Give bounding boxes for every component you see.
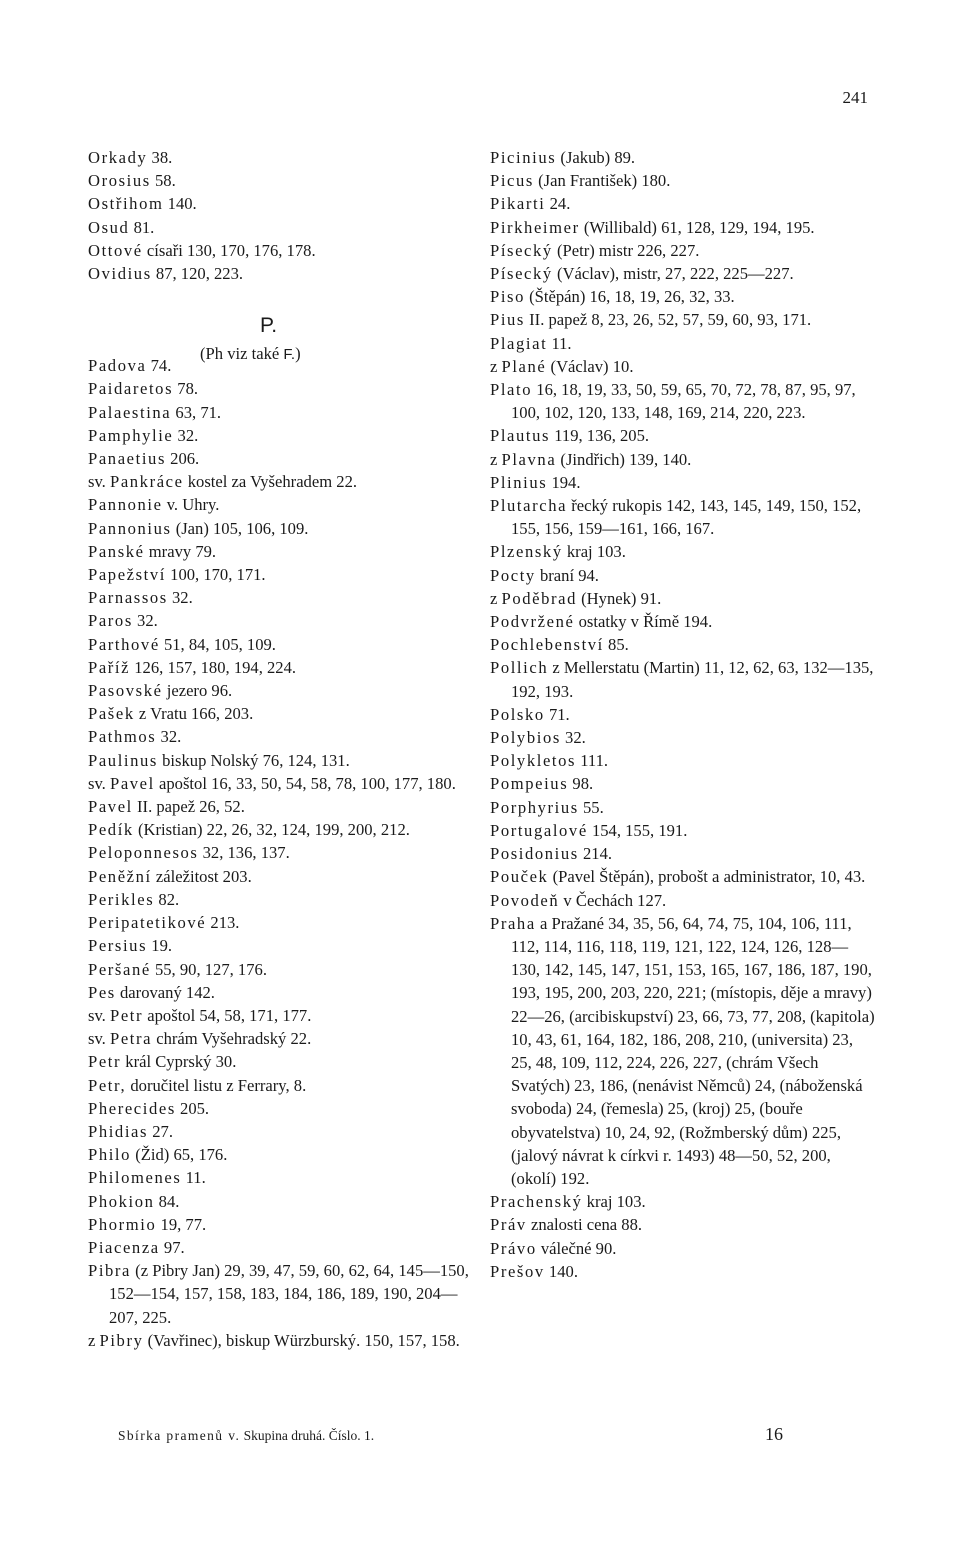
entry-headword: Petr,	[88, 1075, 127, 1095]
entry-headword: Piacenza	[88, 1237, 160, 1257]
index-entry	[490, 633, 875, 656]
entry-references: 78.	[173, 379, 199, 399]
entry-references: (Žid) 65, 176.	[131, 1145, 228, 1165]
entry-prefix: sv.	[88, 472, 110, 492]
entry-prefix: z	[490, 588, 502, 608]
index-entry	[490, 146, 875, 169]
entry-prefix: z	[88, 1330, 100, 1350]
index-entry	[88, 146, 473, 169]
entry-references: kostel za Vyšehradem 22.	[183, 472, 358, 492]
entry-references: 32, 136, 137.	[198, 843, 290, 863]
entry-references: 11.	[547, 333, 572, 353]
index-entry	[490, 865, 875, 888]
entry-headword: Orkady	[88, 148, 148, 167]
entry-references: 71.	[544, 704, 570, 724]
entry-references: z Vratu 166, 203.	[134, 704, 254, 724]
entry-headword: Plautus	[490, 426, 551, 446]
entry-headword: Ostřihom	[88, 194, 164, 214]
index-entry	[490, 587, 875, 610]
entry-references: biskup Nolský 76, 124, 131.	[157, 750, 350, 770]
right-column	[490, 146, 875, 1283]
entry-headword: Parthové	[88, 634, 160, 654]
entry-references: II. papež 26, 52.	[132, 797, 245, 817]
index-entry	[88, 1166, 473, 1189]
index-entry	[490, 239, 875, 262]
entry-references: (Willibald) 61, 128, 129, 194, 195.	[579, 217, 815, 237]
index-entry	[490, 610, 875, 633]
index-entry	[88, 888, 473, 911]
index-entry	[490, 796, 875, 819]
index-entry	[490, 540, 875, 563]
right-entries	[490, 146, 875, 1283]
entry-references: (Petr) mistr 226, 227.	[552, 240, 700, 260]
entry-headword: Poděbrad	[501, 588, 577, 608]
index-entry	[490, 772, 875, 795]
entry-references: 97.	[159, 1237, 185, 1257]
footer	[118, 1428, 374, 1444]
index-entry	[490, 564, 875, 587]
entry-headword: Pankráce	[109, 472, 184, 492]
index-entry	[88, 772, 473, 795]
index-entry	[88, 702, 473, 725]
entry-references: 58.	[150, 171, 176, 191]
entry-headword: Pavel	[109, 773, 155, 793]
entry-headword: Parnassos	[88, 588, 168, 608]
entry-references: 194.	[547, 472, 581, 492]
index-entry	[490, 378, 875, 424]
entry-headword: Praha	[490, 913, 536, 933]
entry-headword: Philomenes	[88, 1168, 182, 1188]
entry-headword: Ottové	[88, 240, 143, 260]
entry-references: apoštol 54, 58, 171, 177.	[143, 1005, 312, 1025]
entry-headword: Pavel	[88, 797, 133, 817]
entry-references: kraj 103.	[582, 1192, 646, 1212]
entry-references: král Cyprský 30.	[121, 1052, 237, 1072]
index-entry	[88, 679, 473, 702]
index-entry	[490, 656, 875, 702]
entry-references: kraj 103.	[562, 542, 626, 562]
index-entry	[88, 262, 473, 285]
entry-headword: Phormio	[88, 1214, 157, 1234]
index-entry	[88, 401, 473, 424]
entry-headword: Palaestina	[88, 402, 172, 422]
entry-references: braní 94.	[535, 565, 599, 585]
entry-headword: Pocty	[490, 565, 536, 585]
entry-headword: Pompeius	[490, 774, 569, 794]
entry-references: (Štěpán) 16, 18, 19, 26, 32, 33.	[525, 287, 735, 307]
entry-references: znalosti cena 88.	[526, 1215, 643, 1235]
entry-references: 213.	[206, 913, 240, 933]
section-header: P.	[260, 314, 278, 337]
entry-headword: Paříž	[88, 657, 131, 677]
index-entry	[88, 239, 473, 262]
section-note-suffix: )	[295, 344, 301, 363]
entry-references: 126, 157, 180, 194, 224.	[130, 657, 297, 677]
footer-signature: Sbírka pramenů v.	[118, 1428, 241, 1443]
index-entry	[88, 818, 473, 841]
entry-headword: Plinius	[490, 472, 548, 492]
entry-headword: Picinius	[490, 148, 557, 167]
entry-references: (Jakub) 89.	[556, 148, 636, 167]
entry-headword: Pibra	[88, 1261, 132, 1281]
index-entry	[88, 192, 473, 215]
entry-references: 55, 90, 127, 176.	[150, 959, 267, 979]
entry-references: 32.	[560, 728, 586, 748]
index-entry	[88, 447, 473, 470]
index-entry	[490, 726, 875, 749]
index-entry	[490, 169, 875, 192]
entry-headword: Perikles	[88, 889, 155, 909]
entry-references: v Čechách 127.	[559, 890, 667, 910]
index-entry	[88, 1004, 473, 1027]
entry-headword: Plzenský	[490, 542, 563, 562]
entry-references: 214.	[578, 844, 613, 864]
index-entry	[88, 1259, 473, 1329]
entry-headword: Pirkheimer	[490, 217, 580, 237]
entry-headword: Prešov	[490, 1261, 545, 1281]
index-entry	[88, 841, 473, 864]
index-entry	[88, 540, 473, 563]
entry-headword: Padova	[88, 356, 147, 376]
index-entry	[88, 1074, 473, 1097]
entry-references: 32.	[167, 588, 193, 608]
index-entry	[88, 609, 473, 632]
entry-references: v. Uhry.	[162, 495, 220, 515]
section-note-prefix: (Ph viz také	[200, 344, 284, 363]
entry-headword: Polsko	[490, 704, 545, 724]
index-entry	[88, 1329, 473, 1352]
entry-references: 84.	[154, 1191, 180, 1211]
entry-prefix: z	[490, 449, 502, 469]
entry-headword: Pašek	[88, 704, 135, 724]
entry-headword: Pamphylie	[88, 425, 174, 445]
entry-headword: Panaetius	[88, 449, 166, 469]
entry-references: ostatky v Římě 194.	[574, 612, 713, 632]
index-entry	[490, 308, 875, 331]
index-entry	[88, 424, 473, 447]
index-entry	[490, 262, 875, 285]
entry-references: 81.	[129, 217, 155, 237]
entry-references: 55.	[578, 797, 604, 817]
entry-headword: Pikarti	[490, 194, 546, 214]
footer-text: Skupina druhá. Číslo. 1.	[240, 1428, 375, 1443]
entry-headword: Prachenský	[490, 1192, 583, 1212]
entry-references: 100, 170, 171.	[166, 565, 266, 585]
entry-headword: Plato	[490, 380, 533, 400]
entry-references: mravy 79.	[144, 541, 217, 561]
entry-headword: Pochlebenství	[490, 635, 604, 655]
sheet-number: 16	[765, 1424, 783, 1444]
entry-headword: Paulinus	[88, 750, 158, 770]
entry-headword: Polybios	[490, 728, 561, 748]
entry-headword: Phokion	[88, 1191, 155, 1211]
entry-references: darovaný 142.	[115, 982, 215, 1002]
index-entry	[490, 494, 875, 540]
entry-references: 85.	[603, 635, 629, 655]
index-entry	[490, 1190, 875, 1213]
entry-headword: Plané	[501, 356, 547, 376]
index-entry	[490, 216, 875, 239]
entry-headword: Pathmos	[88, 727, 157, 747]
index-entry	[88, 934, 473, 957]
index-entry	[490, 424, 875, 447]
index-entry	[88, 377, 473, 400]
entry-headword: Panské	[88, 541, 145, 561]
entry-references: 19.	[147, 936, 173, 956]
entry-references: válečné 90.	[536, 1238, 617, 1258]
entry-headword: Piso	[490, 287, 525, 307]
entry-references: (Vavřinec), biskup Würzburský. 150, 157, 158.	[143, 1330, 460, 1350]
entry-references: 16, 18, 19, 33, 50, 59, 65, 70, 72, 78, 87, 95, 97, 100, 102, 120, 133, 148, 169, 214, 220, 223.	[511, 380, 856, 423]
index-entry	[490, 355, 875, 378]
index-entry	[88, 1213, 473, 1236]
entry-references: (Jan) 105, 106, 109.	[171, 518, 309, 538]
entry-prefix: z	[490, 356, 502, 376]
entry-references: 32.	[156, 727, 182, 747]
entry-references: 11.	[181, 1168, 206, 1188]
entry-references: jezero 96.	[162, 681, 233, 701]
entry-references: (Kristian) 22, 26, 32, 124, 199, 200, 212.	[133, 820, 410, 840]
entry-headword: Peněžní	[88, 866, 152, 886]
entry-headword: Písecký	[490, 240, 553, 260]
entry-prefix: sv.	[88, 1005, 110, 1025]
entry-references: 74.	[146, 356, 172, 376]
entry-references: císaři 130, 170, 176, 178.	[142, 240, 316, 260]
entry-references: (Václav) 10.	[546, 356, 634, 376]
entry-references: řecký rukopis 142, 143, 145, 149, 150, 152, 155, 156, 159—161, 166, 167.	[511, 496, 862, 539]
index-entry	[490, 749, 875, 772]
entry-references: (Jan František) 180.	[533, 171, 671, 191]
entry-headword: Picus	[490, 171, 534, 191]
index-entry	[490, 842, 875, 865]
index-entry	[88, 1190, 473, 1213]
index-entry	[88, 586, 473, 609]
left-column	[88, 146, 473, 1352]
page-number: 241	[842, 88, 868, 107]
entry-prefix: sv.	[88, 1029, 110, 1049]
entry-headword: Peloponnesos	[88, 843, 199, 863]
index-entry	[88, 749, 473, 772]
index-entry	[490, 471, 875, 494]
entry-headword: Práv	[490, 1215, 527, 1235]
index-entry	[88, 981, 473, 1004]
entry-references: záležitost 203.	[151, 866, 252, 886]
entry-references: apoštol 16, 33, 50, 54, 58, 78, 100, 177, 180.	[154, 773, 456, 793]
index-entry	[88, 1027, 473, 1050]
entry-references: 119, 136, 205.	[550, 426, 650, 446]
entry-references: 32.	[173, 425, 199, 445]
index-entry	[88, 795, 473, 818]
entry-headword: Phidias	[88, 1121, 149, 1141]
index-entry	[490, 912, 875, 1190]
index-entry	[490, 819, 875, 842]
entry-references: chrám Vyšehradský 22.	[152, 1029, 312, 1049]
entry-headword: Pannonie	[88, 495, 163, 515]
entry-headword: Podvržené	[490, 612, 575, 632]
entry-headword: Osud	[88, 217, 130, 237]
index-entry	[88, 1097, 473, 1120]
entry-headword: Ovidius	[88, 264, 152, 284]
entry-references: a Pražané 34, 35, 56, 64, 74, 75, 104, 106, 111, 112, 114, 116, 118, 119, 121, 122, 124, 126, 128—130, 142, 145, 147, 151, 153, 165, 167, 186, 187, 190, 193, 195, 200, 203, 220, 221; (místopis, děje a mravy) 22—26, (arcibiskupství) 23, 66, 73, 77, 208, (kapitola) 10, 43, 61, 164, 182, 186, 208, 210, (universita) 23, 25, 48, 109, 112, 224, 226, 227, (chrám Všech Svatých) 23, 186, (nenávist Němců) 24, (náboženská svoboda) 24, (řemesla) 25, (kroj) 25, (bouře obyvatelstva) 10, 24, 92, (Rožmberský dům) 225, (jalový návrat k církvi r. 1493) 48—50, 52, 200, (okolí) 192.	[511, 913, 875, 1188]
entry-references: (Václav), mistr, 27, 222, 225—227.	[552, 264, 794, 284]
entry-headword: Pollich	[490, 658, 549, 678]
entry-references: 205.	[175, 1098, 210, 1118]
entry-references: 140.	[163, 194, 197, 214]
index-entry	[88, 1120, 473, 1143]
entry-references: 82.	[154, 889, 180, 909]
index-entry	[490, 1237, 875, 1260]
index-entry	[490, 285, 875, 308]
entry-headword: Petr	[109, 1005, 144, 1025]
entry-references: 111.	[576, 751, 609, 771]
entry-references: 51, 84, 105, 109.	[159, 634, 276, 654]
index-entry	[490, 448, 875, 471]
entry-references: 206.	[166, 449, 200, 469]
entry-headword: Plavna	[501, 449, 557, 469]
index-entry	[88, 216, 473, 239]
section-note-letter: F.	[283, 346, 296, 363]
entry-headword: Pes	[88, 982, 116, 1002]
entry-headword: Pius	[490, 310, 525, 330]
index-entry	[88, 169, 473, 192]
entry-headword: Paros	[88, 611, 133, 631]
entry-headword: Philo	[88, 1145, 132, 1165]
entry-headword: Právo	[490, 1238, 537, 1258]
entry-references: (Pavel Štěpán), probošt a administrator, 10, 43.	[548, 867, 866, 887]
entry-headword: Písecký	[490, 264, 553, 284]
entry-references: 63, 71.	[171, 402, 222, 422]
entry-headword: Persius	[88, 936, 148, 956]
entry-headword: Papežství	[88, 565, 166, 585]
entry-references: 19, 77.	[156, 1214, 207, 1234]
entry-headword: Polykletos	[490, 751, 577, 771]
entry-references: II. papež 8, 23, 26, 52, 57, 59, 60, 93, 171.	[525, 310, 812, 330]
entry-headword: Peršané	[88, 959, 151, 979]
index-entry	[88, 1143, 473, 1166]
entry-references: (Hynek) 91.	[577, 588, 662, 608]
entry-references: (z Pibry Jan) 29, 39, 47, 59, 60, 62, 64, 145—150, 152—154, 157, 158, 183, 184, 186, 189, 190, 204—207, 225.	[109, 1261, 469, 1327]
entry-headword: Plagiat	[490, 333, 548, 353]
entry-prefix: sv.	[88, 773, 110, 793]
entry-headword: Pannonius	[88, 518, 172, 538]
index-entry	[88, 563, 473, 586]
index-entry	[88, 865, 473, 888]
index-entry	[490, 889, 875, 912]
entry-references: 140.	[544, 1261, 578, 1281]
entry-references: 32.	[132, 611, 158, 631]
entry-headword: Pasovské	[88, 681, 163, 701]
left-top-entries	[88, 146, 473, 285]
index-entry	[88, 958, 473, 981]
section-note	[200, 344, 301, 364]
index-entry	[88, 1050, 473, 1073]
entry-references: 38.	[147, 148, 173, 167]
entry-headword: Posidonius	[490, 844, 579, 864]
entry-headword: Pibry	[99, 1330, 144, 1350]
entry-headword: Petra	[109, 1029, 153, 1049]
entry-headword: Porphyrius	[490, 797, 579, 817]
entry-headword: Portugalové	[490, 820, 588, 840]
index-entry	[490, 332, 875, 355]
entry-references: doručitel listu z Ferrary, 8.	[126, 1075, 307, 1095]
index-entry	[88, 493, 473, 516]
entry-references: 27.	[148, 1121, 173, 1141]
index-entry	[490, 1213, 875, 1236]
index-entry	[490, 1260, 875, 1283]
index-entry	[88, 633, 473, 656]
index-entry	[490, 703, 875, 726]
entry-headword: Peripatetikové	[88, 913, 207, 933]
entry-headword: Paidaretos	[88, 379, 174, 399]
index-entry	[88, 517, 473, 540]
left-entries	[88, 354, 473, 1352]
entry-headword: Orosius	[88, 171, 151, 191]
entry-references: 87, 120, 223.	[151, 264, 244, 284]
entry-references: 154, 155, 191.	[587, 820, 688, 840]
entry-headword: Pouček	[490, 867, 549, 887]
entry-references: (Jindřich) 139, 140.	[556, 449, 692, 469]
entry-headword: Plutarcha	[490, 496, 568, 516]
entry-headword: Pedík	[88, 820, 134, 840]
entry-references: z Mellerstatu (Martin) 11, 12, 62, 63, 132—135, 192, 193.	[511, 658, 874, 701]
index-entry	[88, 470, 473, 493]
index-entry	[88, 656, 473, 679]
index-entry	[88, 1236, 473, 1259]
entry-headword: Pherecides	[88, 1098, 176, 1118]
entry-headword: Povodeň	[490, 890, 560, 910]
entry-references: 24.	[545, 194, 571, 214]
index-entry	[88, 911, 473, 934]
index-entry	[490, 192, 875, 215]
entry-references: 98.	[568, 774, 594, 794]
entry-headword: Petr	[88, 1052, 122, 1072]
index-entry	[88, 725, 473, 748]
